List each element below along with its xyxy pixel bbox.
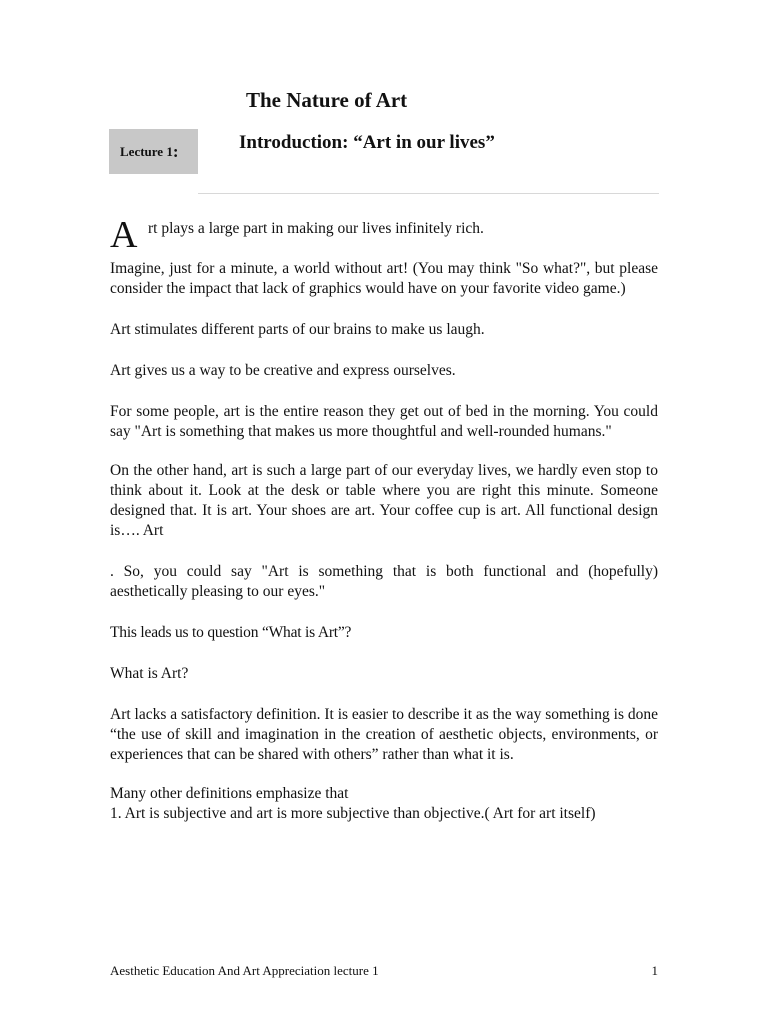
question-heading: This leads us to question “What is Art”?	[110, 624, 352, 641]
paragraph: Art gives us a way to be creative and express ourselves.	[110, 362, 456, 379]
lecture-label: Lecture 1	[120, 143, 173, 159]
paragraph: What is Art?	[110, 665, 189, 682]
opening-text: rt plays a large part in making our lives infinitely rich.	[148, 220, 484, 237]
lecture-colon: :	[172, 141, 179, 161]
document-body	[110, 215, 658, 824]
paragraph: Imagine, just for a minute, a world without art! (You may think "So what?", but please consider the impact that lack of graphics would have on your favorite video game.)	[110, 260, 658, 297]
document-title: The Nature of Art	[246, 88, 408, 112]
paragraph: For some people, art is the entire reason they get out of bed in the morning. You could say "Art is something that makes us more thoughtful and well-rounded humans."	[110, 403, 658, 440]
lecture-label-box	[109, 129, 198, 174]
paragraph: . So, you could say "Art is something that is both functional and (hopefully) aesthetically pleasing to our eyes."	[110, 563, 658, 600]
document-subtitle: Introduction: “Art in our lives”	[239, 132, 495, 153]
paragraph: On the other hand, art is such a large part of our everyday lives, we hardly even stop to think about it. Look at the desk or table where you are right this minute. Someone designed that. It is art. Your shoes are art. Your coffee cup is art. All functional design is…. Art	[110, 462, 658, 539]
page-number: 1	[651, 963, 658, 978]
divider	[198, 193, 659, 194]
opening-paragraph	[110, 215, 658, 255]
drop-cap: A	[110, 214, 138, 256]
list-item: 1. Art is subjective and art is more subjective than objective.( Art for art itself)	[110, 805, 596, 822]
footer-text: Aesthetic Education And Art Appreciation lecture 1	[110, 963, 379, 978]
page-footer	[110, 962, 658, 980]
paragraph: Art stimulates different parts of our brains to make us laugh.	[110, 321, 485, 338]
paragraph: Many other definitions emphasize that	[110, 785, 349, 802]
paragraph: Art lacks a satisfactory definition. It is easier to describe it as the way something is done “the use of skill and imagination in the creation of aesthetic objects, environments, or experiences that can be shared with others” rather than what it is.	[110, 706, 658, 763]
